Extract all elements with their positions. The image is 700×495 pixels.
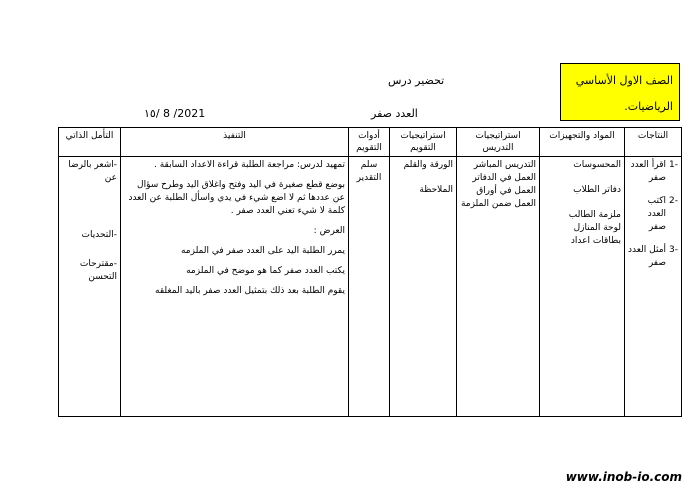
table-row: [59, 157, 682, 417]
lesson-date: ١٥/ 8 /2021: [144, 107, 206, 120]
subject-label: الرياضيات.: [624, 100, 673, 113]
reflection-item: -اشعر بالرضا عن: [68, 160, 117, 183]
outcome-text: اقرأ العدد صفر: [630, 160, 667, 183]
grade-subject-box: [560, 63, 680, 121]
execution-paragraph: يمرر الطلبة اليد على العدد صفر في الملزمه: [180, 246, 345, 256]
assessment-strategies-cell: [390, 157, 457, 417]
assessment-tools-cell: سلم التقدير: [349, 157, 390, 417]
header-materials: المواد والتجهيزات: [540, 128, 625, 157]
teaching-strategies-cell: [457, 157, 540, 417]
strategy-item: التدريس المباشر: [473, 160, 536, 170]
outcomes-cell: [625, 157, 682, 417]
strategy-item: العمل ضمن الملزمة: [460, 199, 536, 209]
outcome-item: [628, 244, 678, 270]
execution-cell: [121, 157, 349, 417]
outcome-item: [628, 195, 678, 234]
page-title: تحضير درس: [388, 74, 445, 87]
header-assessment-strategies: استراتيجيات التقويم: [390, 128, 457, 157]
header-execution: التنفيذ: [121, 128, 349, 157]
assessment-item: الورقة والقلم: [403, 160, 453, 170]
outcome-text: أمثل العدد صفر: [627, 245, 667, 268]
strategy-item: العمل في الدفاتر: [472, 173, 536, 183]
assessment-item: الملاحظة: [419, 185, 453, 195]
material-item: لوحة المنازل: [573, 223, 621, 233]
presentation-label: العرض :: [313, 226, 345, 236]
strategy-item: العمل في أوراق: [476, 186, 536, 196]
reflection-cell: [59, 157, 121, 417]
lesson-plan-table: [58, 127, 682, 417]
reflection-item: -مقترحات التحسن: [79, 259, 117, 282]
grade-label: الصف الاول الأساسي: [575, 74, 673, 87]
execution-paragraph: يقوم الطلبة بعد ذلك بتمثيل العدد صفر باليد المغلقه: [155, 286, 345, 296]
outcome-item: [628, 159, 678, 185]
header-reflection: التأمل الذاتي: [59, 128, 121, 157]
material-item: بطاقات اعداد: [570, 236, 621, 246]
outcome-number: -3: [669, 245, 678, 255]
material-item: دفاتر الطلاب: [573, 185, 621, 195]
header-outcomes: النتاجات: [625, 128, 682, 157]
execution-intro: تمهيد لدرس: مراجعة الطلبة قراءة الاعداد السابقة .: [153, 160, 345, 170]
execution-paragraph: يكتب العدد صفر كما هو موضح في الملزمه: [186, 266, 345, 276]
execution-paragraph: بوضع قطع صغيرة في اليد وفتح واغلاق اليد وطرح سؤال عن عددها ثم لا اضع شيء في يدي واسأل الطلبة عن العدد كلمة لا شيء تعني العدد صفر .: [128, 180, 345, 216]
header-assessment-tools: أدوات التقويم: [349, 128, 390, 157]
materials-cell: [540, 157, 625, 417]
material-item: المحسوسات: [573, 160, 621, 170]
outcome-number: -2: [669, 196, 678, 206]
material-item: ملزمة الطالب: [568, 210, 621, 220]
outcome-number: -1: [669, 160, 678, 170]
reflection-item: -التحديات: [81, 230, 117, 240]
outcome-text: اكتب العدد صفر: [647, 196, 667, 232]
lesson-name: العدد صفر: [371, 107, 418, 120]
table-header-row: [59, 128, 682, 157]
watermark: www.inob-io.com: [565, 470, 682, 484]
header-teaching-strategies: استراتيجيات التدريس: [457, 128, 540, 157]
